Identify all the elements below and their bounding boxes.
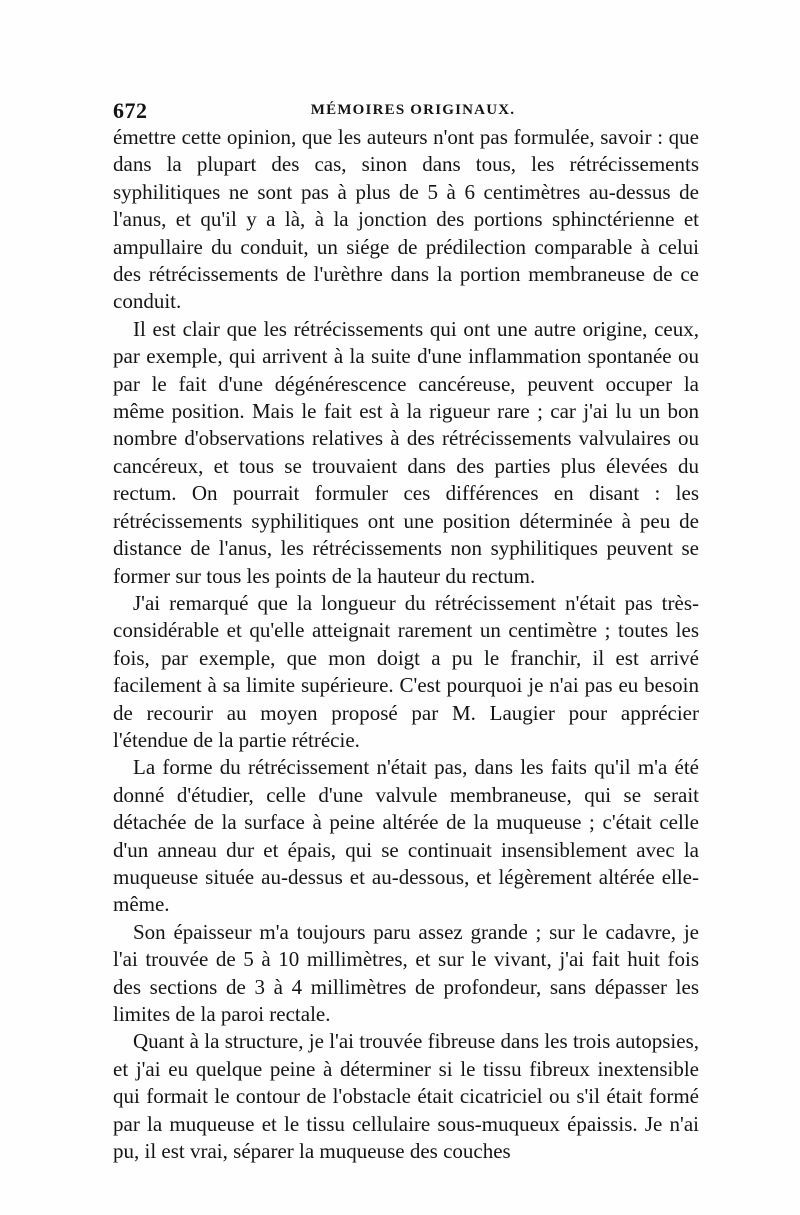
page-header [113,98,699,124]
paragraph-stricture-position: Il est clair que les rétrécissements qui ont une autre origine, ceux, par exemple, qui arrivent à la suite d'une inflammation spontanée ou par le fait d'une dégénérescence cancéreuse, peuvent occuper la même position. Mais le fait est à la rigueur rare ; car j'ai lu un bon nombre d'observations relatives à des rétrécissements valvulaires ou cancéreux, et tous se trouvaient dans des parties plus élevées du rectum. On pourrait formuler ces différences en disant : les rétrécissements syphilitiques ont une position déterminée à peu de distance de l'anus, les rétrécissements non syphilitiques peuvent se former sur tous les points de la hauteur du rectum. [113,316,699,588]
body-text [113,124,699,1165]
paragraph-stricture-structure: Quant à la structure, je l'ai trouvée fibreuse dans les trois autopsies, et j'ai eu quelque peine à déterminer si le tissu fibreux inextensible qui formait le contour de l'obstacle était cicatriciel ou s'il était formé par la muqueuse et le tissu cellulaire sous-muqueux épaissis. Je n'ai pu, il est vrai, séparer la muqueuse des couches [113,1029,699,1164]
running-head: MÉMOIRES ORIGINAUX. [310,102,516,118]
paragraph-stricture-thickness: Son épaisseur m'a toujours paru assez grande ; sur le cadavre, je l'ai trouvée de 5 à 10 millimètres, et sur le vivant, j'ai fait huit fois des sections de 3 à 4 millimètres de profondeur, sans dépasser les limites de la paroi rectale. [113,919,699,1026]
paragraph-stricture-length: J'ai remarqué que la longueur du rétrécissement n'était pas très-considérable et qu'elle atteignait rarement un centimètre ; toutes les fois, par exemple, que mon doigt a pu le franchir, il est arrivé facilement à sa limite supérieure. C'est pourquoi je n'ai pas eu besoin de recourir au moyen proposé par M. Laugier pour apprécier l'étendue de la partie rétrécie. [113,590,699,752]
paragraph-stricture-shape: La forme du rétrécissement n'était pas, dans les faits qu'il m'a été donné d'étudier, celle d'une valvule membraneuse, qui se serait détachée de la surface à peine altérée de la muqueuse ; c'était celle d'un anneau dur et épais, qui se continuait insensiblement avec la muqueuse située au-dessus et au-dessous, et légèrement altérée elle-même. [113,755,699,917]
paragraph-continuation: émettre cette opinion, que les auteurs n'ont pas formulée, savoir : que dans la plupart des cas, sinon dans tous, les rétrécissements syphilitiques ne sont pas à plus de 5 à 6 centimètres au-dessus de l'anus, et qu'il y a là, à la jonction des portions sphinctérienne et ampullaire du conduit, un siége de prédilection comparable à celui des rétrécissements de l'urèthre dans la portion membraneuse de ce conduit. [113,125,699,314]
page-number: 672 [113,98,148,123]
